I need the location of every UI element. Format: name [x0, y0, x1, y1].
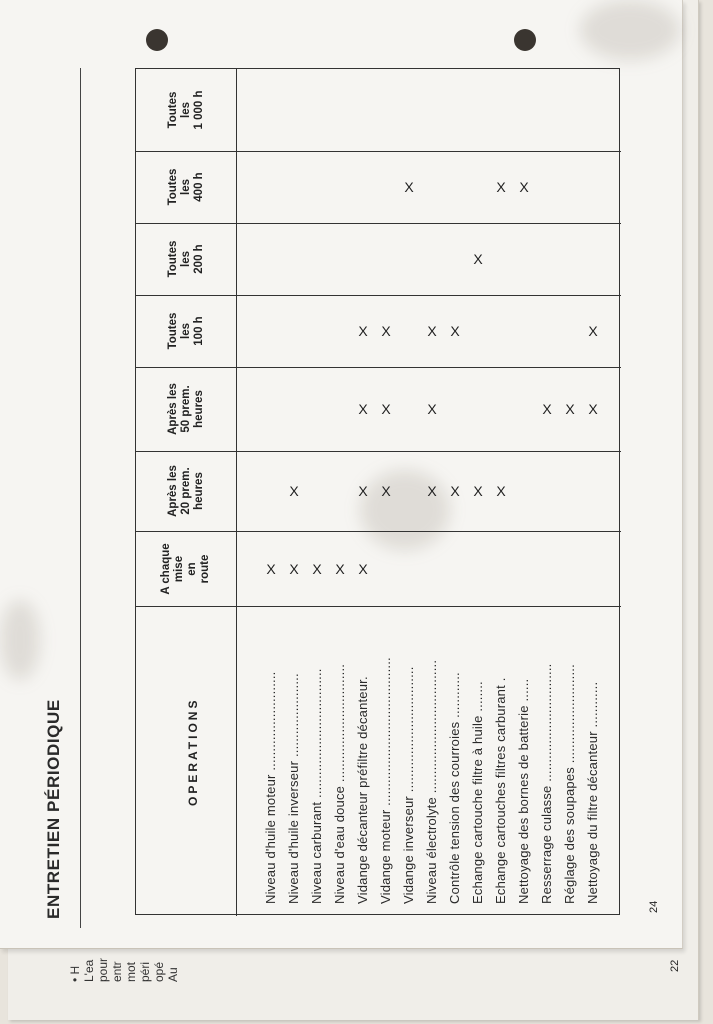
operation-label: Niveau d'eau douce ............................... — [332, 663, 347, 904]
check-mark: X — [588, 323, 598, 339]
operation-label: Resserrage culasse ............................... — [539, 663, 554, 904]
column-header-apres-20 — [167, 451, 206, 531]
column-header-400h — [167, 147, 206, 227]
underlying-text-fragment: • H — [68, 965, 82, 982]
table-column-divider — [136, 367, 621, 368]
column-header-line: les — [179, 323, 192, 339]
check-mark: X — [427, 323, 437, 339]
operation-label: Niveau électrolyte ................................... — [424, 659, 439, 904]
check-mark: X — [266, 560, 276, 577]
check-mark: X — [450, 483, 460, 499]
underlying-page-number: 22 — [669, 959, 681, 972]
column-header-line: Après les — [166, 465, 179, 517]
check-mark: X — [381, 323, 391, 339]
column-header-100h — [167, 291, 206, 371]
column-header-line: mise — [173, 555, 185, 582]
column-header-line: Toutes — [166, 91, 179, 129]
underlying-text-fragment: L'ea — [82, 959, 96, 982]
check-mark: X — [427, 483, 437, 499]
column-header-line: Toutes — [166, 240, 179, 278]
column-header-line: Toutes — [166, 312, 179, 350]
binder-hole-icon — [514, 29, 536, 51]
operation-label: Nettoyage du filtre décanteur ............ — [585, 681, 600, 904]
column-header-line: 400 h — [192, 172, 205, 202]
check-mark: X — [496, 483, 506, 499]
binder-hole-icon — [146, 29, 168, 51]
check-mark: X — [427, 401, 437, 417]
operation-label: Niveau d'huile inverseur ...................... — [286, 673, 301, 904]
operation-label: Vidange moteur ....................................... — [378, 657, 393, 904]
check-mark: X — [358, 401, 368, 417]
underlying-text-fragment: opé — [152, 961, 166, 982]
check-mark: X — [289, 560, 299, 577]
column-header-line: heures — [192, 390, 205, 428]
check-mark: X — [381, 401, 391, 417]
check-mark: X — [473, 483, 483, 499]
column-header-line: les — [179, 251, 192, 267]
operation-label: Echange cartouche filtre à huile ........ — [470, 681, 485, 904]
stain — [0, 600, 40, 680]
underlying-text-fragment: mot — [124, 961, 138, 982]
check-mark: X — [358, 560, 368, 577]
column-header-line: Toutes — [166, 168, 179, 206]
column-header-line: 20 prem. — [179, 467, 192, 515]
underlying-text-fragment: péri — [138, 961, 152, 982]
maintenance-table — [135, 68, 620, 915]
check-mark: X — [519, 179, 529, 195]
check-mark: X — [588, 401, 598, 417]
check-mark: X — [473, 251, 483, 267]
page-number: 24 — [648, 900, 660, 913]
column-header-apres-50 — [167, 369, 206, 449]
check-mark: X — [496, 179, 506, 195]
table-column-divider — [136, 295, 621, 296]
check-mark: X — [312, 560, 322, 577]
column-header-200h — [167, 219, 206, 299]
underlying-text-fragment: Au — [166, 967, 180, 982]
check-mark: X — [404, 179, 414, 195]
column-header-line: 50 prem. — [179, 385, 192, 433]
check-mark: X — [542, 401, 552, 417]
operation-label: Vidange décanteur préfiltre décanteur. — [355, 676, 370, 904]
left-rule — [80, 68, 81, 928]
check-mark: X — [565, 401, 575, 417]
underlying-text-fragment: entr — [110, 961, 124, 982]
column-header-line: 1 000 h — [192, 90, 205, 130]
column-header-line: les — [179, 102, 192, 118]
column-header-line: route — [199, 554, 211, 583]
check-mark: X — [358, 483, 368, 499]
check-mark: X — [450, 323, 460, 339]
operation-label: Niveau d'huile moteur .......................... — [263, 671, 278, 904]
column-header-line: A chaque — [160, 542, 172, 595]
operations-header: OPERATIONS — [186, 697, 200, 806]
column-header-line: les — [179, 179, 192, 195]
table-column-divider — [136, 151, 621, 152]
operation-label: Niveau carburant .................................. — [309, 668, 324, 904]
page-title: ENTRETIEN PÉRIODIQUE — [44, 699, 63, 919]
operation-label: Nettoyage des bornes de batterie ...... — [516, 678, 531, 904]
column-header-line: 200 h — [192, 244, 205, 274]
check-mark: X — [358, 323, 368, 339]
column-header-line: heures — [192, 472, 205, 510]
column-header-line: 100 h — [192, 316, 205, 346]
check-mark: X — [381, 483, 391, 499]
table-column-divider — [136, 223, 621, 224]
check-mark: X — [335, 560, 345, 577]
column-header-a-chaque — [160, 529, 212, 609]
operation-label: Echange cartouches filtres carburant . — [493, 677, 508, 904]
table-header-divider — [236, 69, 237, 916]
check-mark: X — [289, 483, 299, 499]
column-header-line: en — [186, 561, 198, 576]
column-header-line: Après les — [166, 383, 179, 435]
operation-label: Contrôle tension des courroies ............ — [447, 672, 462, 904]
table-column-divider — [136, 451, 621, 452]
underlying-text-fragment: pour — [96, 957, 110, 982]
column-header-1000h — [167, 70, 206, 150]
stain — [580, 0, 680, 60]
operation-label: Réglage des soupapes .......................... — [562, 664, 577, 904]
operation-label: Vidange inverseur ................................. — [401, 666, 416, 904]
